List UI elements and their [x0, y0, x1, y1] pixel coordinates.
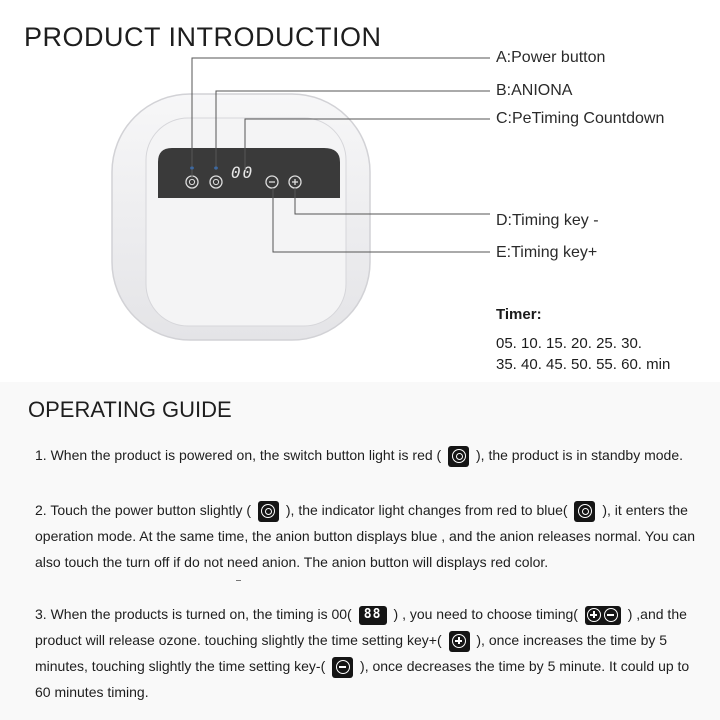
- callout-line-c: [245, 119, 490, 170]
- power-button-icon: [258, 501, 279, 522]
- guide-step-1: [35, 442, 707, 468]
- step-2-text-a: 2. Touch the power button slightly (: [35, 502, 255, 518]
- step-3-text-d: ), once increases the time by 5 minutes, touching slightly the time setting key-(: [35, 632, 668, 674]
- page-title: PRODUCT INTRODUCTION: [24, 22, 382, 52]
- label-power-button: A:Power button: [496, 49, 606, 66]
- callout-line-b: [216, 91, 490, 170]
- callout-line-d: [295, 188, 490, 214]
- callout-line-a: [192, 58, 490, 178]
- callout-line-e: [273, 188, 490, 252]
- step-2-text-b: ), the indicator light changes from red to blue(: [281, 502, 572, 518]
- label-timing-countdown: C:PeTiming Countdown: [496, 110, 665, 127]
- step-2-text-c: ), it enters the operation mode. At the same time, the anion button displays blue , and the anion releases normal. You can also touch the turn off if do not need anion. The anion button will displays red color.: [35, 502, 695, 570]
- timer-values-line-1: 05. 10. 15. 20. 25. 30.: [496, 335, 642, 352]
- label-anion: B:ANIONA: [496, 82, 573, 99]
- guide-step-3: [35, 601, 707, 705]
- minus-key-icon: [332, 657, 353, 678]
- step-3-text-c: ) ,and the product will release ozone. touching slightly the time setting key+(: [35, 606, 687, 648]
- guide-step-2: [35, 497, 707, 575]
- power-button-blue-icon: [574, 501, 595, 522]
- operating-guide-title: OPERATING GUIDE: [28, 397, 232, 422]
- step-3-text-e: ), once decreases the time by 5 minute. It could up to 60 minutes timing.: [35, 658, 690, 700]
- power-button-icon: [448, 446, 469, 467]
- timing-countdown-display: 00: [231, 163, 255, 182]
- stray-mark: [236, 580, 241, 581]
- timer-heading: Timer:: [496, 306, 542, 323]
- plus-key-icon: [449, 631, 470, 652]
- label-timing-plus: E:Timing key+: [496, 244, 598, 261]
- timer-values-line-2: 35. 40. 45. 50. 55. 60. min: [496, 356, 671, 373]
- digit-display-icon: [359, 606, 387, 625]
- step-3-text-b: ) , you need to choose timing(: [389, 606, 582, 622]
- label-timing-minus: D:Timing key -: [496, 212, 599, 229]
- step-3-text-a: 3. When the products is turned on, the timing is 00(: [35, 606, 356, 622]
- digit-display-value: 88: [363, 607, 382, 623]
- step-1-text-a: 1. When the product is powered on, the switch button light is red (: [35, 447, 446, 463]
- timing-keys-icon: [585, 606, 621, 625]
- step-1-text-b: ), the product is in standby mode.: [472, 447, 683, 463]
